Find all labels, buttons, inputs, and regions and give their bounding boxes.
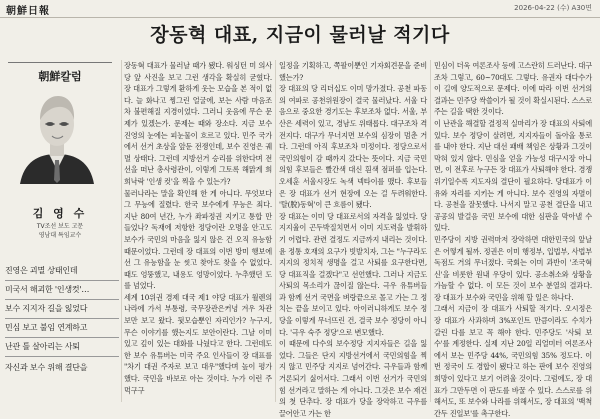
body-paragraph: 이 난관을 해결할 결정적 실마리가 장 대표의 사퇴에 있다. 보수 정당이 살려면, 지지자들이 돌아올 통로를 내야 한다. 지난 대선 패배 책임은 상황과 그것이 막혀 있지 않다. 민심을 얻을 가능성 대구시장 아니면, 이 전후로 누구든 장 대표가 사퇴해야 한다. 경쟁 위기일수록 지도자의 결단이 필요하다. 당대표가 이유와 자리를 지키는 게 아니다. 보수 진영의 자멸이다. 공천을 잘못했다. 나서지 말고 공천 결단을 내고 공공의 발걸음 국민 보수에 대한 심판을 막아낼 수 있다. — [434, 118, 592, 233]
body-paragraph: 세계 10위권 경제 대국 제1 야당 대표가 월렌의 나라에 가서 부통령, 국무장관은커녕 겨우 차관보만 보고 왔다. 뒷모습뿐인 자리인가? 누구지, 무슨 이야기를 했는지도 보안이란다. 그날 이미 있고 깊이 있는 대화를 나눴다고 한다. 그런데도 한 보수 유튜버는 미국 주요 인사들이 장 대표를 "차기 대권 주자로 보고 대우"했다며 높이 평가했다. 국민을 바보로 아는 것이다. 누가 이런 주먹구구 — [124, 292, 272, 395]
article-body-column-1 — [124, 60, 272, 402]
body-paragraph: 장 대표는 이미 당 대표로서의 자격을 잃었다. 당 지지율이 곤두박질치면서 이미 지도력을 발휘하기 어렵다. 관련 결정도 지금까지 내리는 것이다. 윤 정통 호재의 요구가 빗발치자, 그는 "누구라도 지지의 정치적 생명을 걸고 사퇴를 요구한다면, 당 대표직을 걸겠다"고 선언했다. 그러나 지금도 사퇴의 목소리가 끊이질 않는다. 극우 유튜버들과 함께 선거 국면을 벼랑끝으로 몰고 가는 그 정치는 끝을 보이고 있다. 아이러니하게도 보수 정당을 이렇게 무너뜨린 건, 결국 보수 정당이 아니다. '극우 숙주 정당'으로 변모했다. — [279, 211, 427, 337]
body-paragraph: 민심이 더욱 여론조사 등에 고스란히 드러난다. 대구조차 그렇고, 60~70대도 그렇다. 유권자 대다수가 이 길에 양도적으로 문제다. 이에 따라 이번 선거의 결과는 민주당 싹쓸이가 될 것이 확실시된다. 스스로 주는 길을 택한 것이다. — [434, 61, 592, 117]
body-paragraph: 장동혁 대표가 물러날 때가 됐다. 워싱턴 미 의사당 앞 사진을 보고 그런 생각을 확실히 굳혔다. 장 대표가 그렇게 환하게 웃는 모습을 본 적이 없다. 늘 화나고 찡그린 얼굴에, 보는 사람 마음조차 불편해질 지경이었다. 그러니 웃음에 무슨 문제가 있겠는가. 문제는 때와 장소다. 지금 보수 진영의 눈에는 피눈물이 흐르고 있다. 민주 국가에서 선거 초상을 앞둔 전쟁인데, 보수 진영은 궤멸 상태다. 그런데 지방선거 승리를 위한다며 전선을 떠난 총사령관이, 이렇게 그토록 해맑게 희희낙락 '인생 컷'을 찍을 수 있는가? — [124, 61, 272, 186]
column-rule — [430, 60, 431, 402]
body-paragraph: 장 대표의 당 리더십도 이미 망가졌다. 공천 파동의 여파로 공천위원장이 결국 물러났다. 서울 다음으로 중요한 경기도는 후보조차 없다. 서울, 부산은 세력이 있고, 경남도 위태롭다. 대구조차 격전지다. 대구가 무너지면 보수의 심장이 멈춘 거다. 그런데 아직 후보조차 미정이다. 정당으로서 국민의힘이 감 때까지 갔다는 뜻이다. 지금 국민의힘 후보들은 빨간색 대신 흰색 점퍼를 입는다. 오세훈 서울시장도 녹색 넥타이를 맸다. 후보들은 장 대표가 선거 현장에 오는 걸 두려워한다. '탈(脫)동혁'이 큰 흐름이 됐다. — [279, 84, 427, 210]
column-sidebar — [0, 62, 120, 402]
body-paragraph: 이 때문에 다수의 보수정당 지지자들은 길을 잃었다. 그들은 단지 지방선거에서 국민의힘을 찍지 않고 민주당 지지로 넘어간다. 극우들과 함께 거론되기 싫어서다. 그래서 이번 선거가 국민의 힘 선거라고 말하는 게 아니다. 그것은 보수 재건의 첫 단추다. 장 대표가 당을 장악하고 극우를 끌어안고 가는 한 — [279, 339, 427, 418]
author-portrait — [16, 84, 98, 184]
article-headline: 장동혁 대표, 지금이 물러날 적기다 — [150, 24, 450, 46]
column-rule — [121, 60, 122, 402]
column-section-label: 朝鮮칼럼 — [38, 70, 82, 83]
author-name: 김 영 수 — [32, 207, 88, 220]
newspaper-logo[interactable]: 朝鮮日報 — [6, 6, 50, 17]
pull-quote-line: 난관 틀 살아리는 사퇴 — [5, 338, 119, 357]
pull-quote-line: 민심 보고 불임 연계하고 — [5, 319, 119, 338]
pull-quote-line: 자신과 보수 위해 결단을 — [5, 363, 88, 372]
pull-quote-line: 진영은 괴멸 상태인데 — [5, 262, 119, 281]
pull-quote-line: 보수 지지자 길을 잃었다 — [5, 300, 119, 319]
dateline: 2026-04-22 (수) A30면 — [514, 4, 592, 12]
author-role — [0, 222, 120, 240]
article-body-column-3 — [434, 60, 592, 418]
body-paragraph: 물러나라는 말을 확인해 한 게 아니다. 무엇보다 그 무능에 질렸다. 한국 보수에게 무능은 죄다. 지난 80여 년간, 누가 좌파정권 지키고 통합 만들었나? 독재에 저항한 정당이란 오명을 안고도 보수가 국민의 마음을 잃지 않은 건 오직 유능함 때문이었다. 그런데 장 대표의 이번 방미 행보에선 그 유능함을 눈 씻고 찾아도 찾을 수 없었다. 때도 엉뚱했고, 내용도 엉망이었다. 누추했던 도를 넘었다. — [124, 188, 272, 291]
body-paragraph: 일정을 기획하고, 쪽팔이뿐인 기자회견문을 준비했는가? — [279, 61, 427, 82]
author-role-line: 영남대 특임교수 — [38, 232, 82, 239]
pull-quote — [5, 262, 119, 377]
article-body-column-2 — [279, 60, 427, 418]
body-paragraph: 그래서 지금이 장 대표가 사퇴할 적기다. 오시정은 장 대표가 사과하며 3%포인트 만큼이라도 수치가 갈린 다를 보고 꼭 해야 한다. 민주당도 '사퇴 보수'를 계정한다. 실제 지난 20일 리얼미터 여론조사에서 보는 민주당 44%, 국민의힘 35% 정도다. 이번 정국이 도 경합이 됐다고 하는 판에 보수 진영의 희망이 있다고 보기 어려울 것이다. 그럼에도, 장 대표가 그만두면 이 판도를 바꿀 수 있다. 스스로를 위해서도, 또 보수와 나라를 위해서도, 장 대표의 '백척간두 진일보'를 촉구한다. — [434, 304, 592, 418]
author-role-line: TV조선 보도 고문 — [36, 223, 84, 230]
column-rule — [275, 60, 276, 402]
pull-quote-line: 미국서 해괴한 '인생컷'… — [5, 281, 119, 300]
sidebar-divider — [8, 62, 112, 63]
body-paragraph: 민주당이 지방 권력마저 장악하면 대한민국의 앞날은 어떻게 될까. 정권은 이미 행정부, 입법부, 사법부 독점도 거의 무너졌다. 국회는 이미 과반이 '조국혁신'을 비롯한 원내 우당이 있다. 공소취소와 상황을 가늠할 수 없다. 이 모든 것이 보수 분열의 결과다. 장 대표가 보수와 국민을 위해 할 일은 하나다. — [434, 234, 592, 302]
masthead — [0, 0, 600, 18]
